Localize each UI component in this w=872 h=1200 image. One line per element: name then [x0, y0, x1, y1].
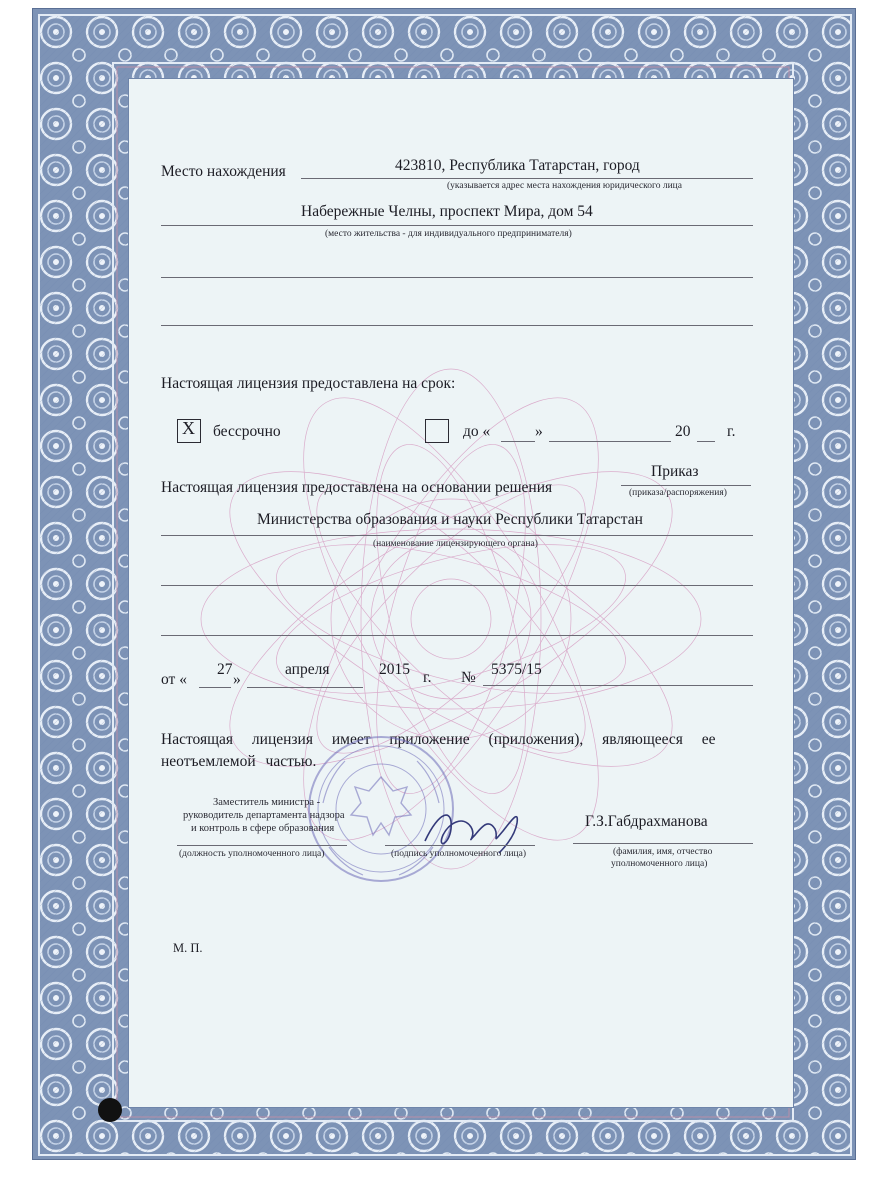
- address-line1-rule: [301, 178, 753, 179]
- date-quote-close: »: [233, 671, 241, 688]
- date-day-rule: [199, 687, 231, 688]
- name-caption-line2: уполномоченного лица): [611, 859, 708, 869]
- signature-rule: [385, 845, 535, 846]
- license-number-rule: [483, 685, 753, 686]
- address-label: Место нахождения: [161, 163, 286, 180]
- date-day-value: 27: [217, 661, 233, 678]
- seal-place-label: М. П.: [173, 941, 203, 955]
- name-rule: [573, 843, 753, 844]
- until-year-prefix: 20: [675, 423, 691, 440]
- term-label: Настоящая лицензия предоставлена на срок:: [161, 375, 456, 392]
- blank-rule-1: [161, 277, 753, 278]
- indefinite-label: бессрочно: [213, 423, 281, 440]
- signatory-position-line2: руководитель департамента надзора: [183, 810, 345, 821]
- address-line2-value: Набережные Челны, проспект Мира, дом 54: [301, 203, 593, 220]
- basis-label: Настоящая лицензия предоставлена на основании решения: [161, 479, 553, 496]
- until-quote-close: »: [535, 423, 543, 440]
- until-year-suffix: г.: [727, 423, 736, 440]
- position-caption: (должность уполномоченного лица): [179, 849, 325, 859]
- date-year-value: 2015: [379, 661, 410, 678]
- punch-hole: [98, 1098, 122, 1122]
- blank-rule-4: [161, 635, 753, 636]
- basis-doc-type-value: Приказ: [651, 463, 699, 480]
- address-line2-rule: [161, 225, 753, 226]
- blank-rule-2: [161, 325, 753, 326]
- signatory-position-line1: Заместитель министра -: [213, 797, 321, 808]
- license-number-value: 5375/15: [491, 661, 542, 678]
- address-caption1: (указывается адрес места нахождения юридического лица: [447, 181, 682, 191]
- until-month-rule: [549, 441, 671, 442]
- indefinite-check-mark: X: [182, 418, 195, 438]
- license-paper: [128, 78, 794, 1108]
- authority-rule: [161, 535, 753, 536]
- authority-caption: (наименование лицензирующего органа): [373, 539, 538, 549]
- authority-value: Министерства образования и науки Республики Татарстан: [257, 511, 643, 528]
- date-prefix: от «: [161, 671, 187, 688]
- basis-doc-type-rule: [621, 485, 751, 486]
- appendix-line2: неотъемлемой частью.: [161, 753, 317, 770]
- signatory-name-value: Г.З.Габдрахманова: [585, 813, 708, 830]
- until-day-rule: [501, 441, 535, 442]
- address-caption2: (место жительства - для индивидуального предпринимателя): [325, 229, 572, 239]
- blank-rule-3: [161, 585, 753, 586]
- position-rule: [177, 845, 347, 846]
- date-year-suffix: г.: [423, 669, 432, 686]
- date-month-rule: [247, 687, 363, 688]
- date-month-value: апреля: [285, 661, 330, 678]
- until-prefix: до «: [463, 423, 491, 440]
- signatory-position-line3: и контроль в сфере образования: [191, 823, 335, 834]
- number-sign: №: [461, 669, 476, 686]
- until-year-rule: [697, 441, 715, 442]
- name-caption-line1: (фамилия, имя, отчество: [613, 847, 713, 857]
- address-line1-value: 423810, Республика Татарстан, город: [395, 157, 640, 174]
- signature-caption: (подпись уполномоченного лица): [391, 849, 527, 859]
- basis-doc-type-caption: (приказа/распоряжения): [629, 488, 727, 498]
- appendix-line1: Настоящая лицензия имеет приложение (приложения), являющееся ее: [161, 731, 716, 748]
- until-checkbox: [425, 419, 449, 443]
